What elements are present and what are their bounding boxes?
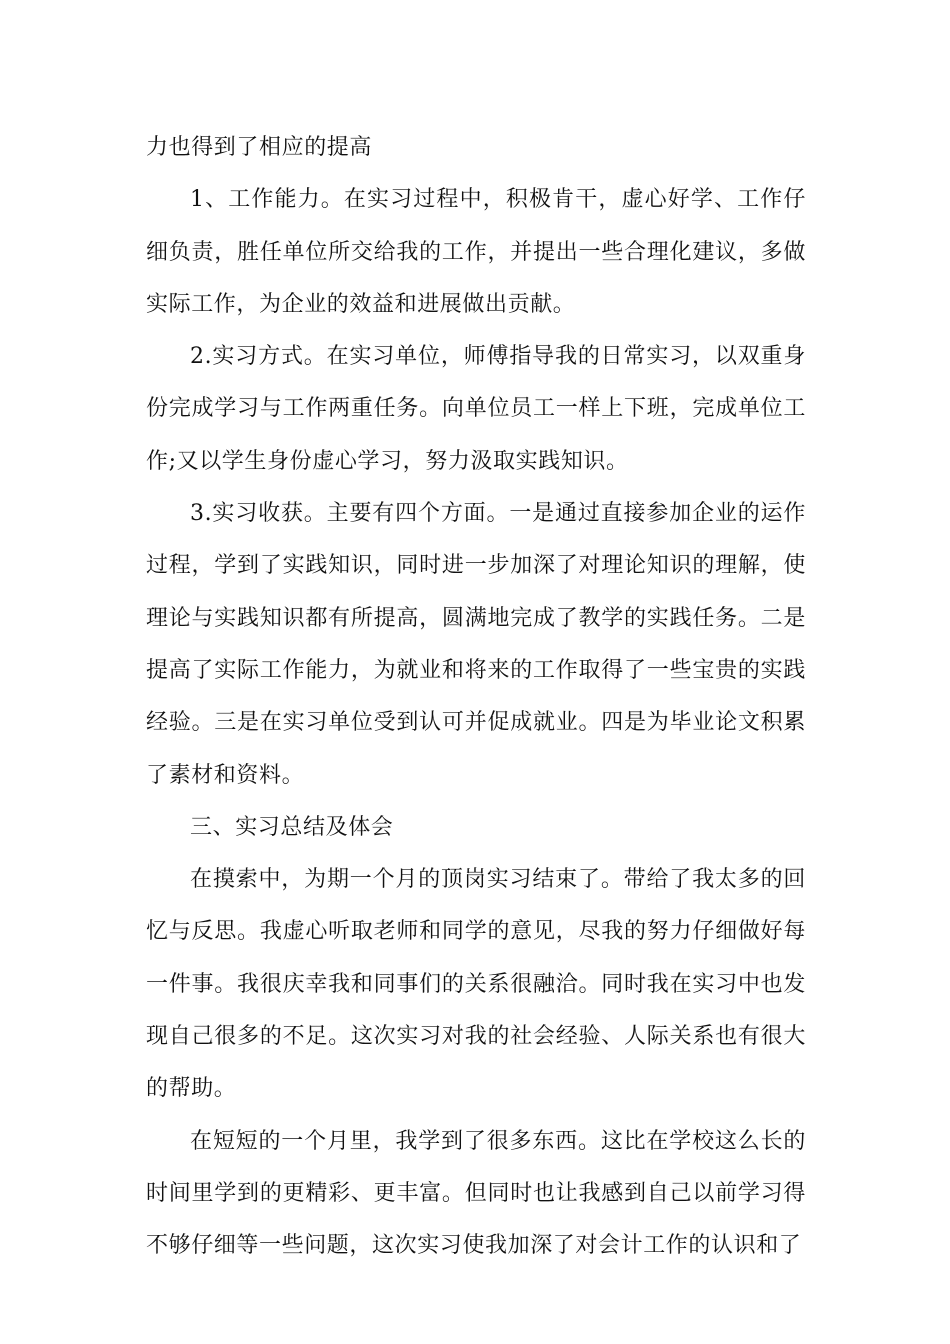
section-heading-summary: 三、实习总结及体会: [190, 814, 394, 840]
paragraph-continuation: 力也得到了相应的提高: [146, 135, 373, 160]
paragraph-reflection: 在摸索中，为期一个月的顶岗实习结束了。带给了我太多的回忆与反思。我虚心听取老师和同学的意见，尽我的努力仔细做好每一件事。我很庆幸我和同事们的关系很融洽。同时我在实习中也发现自己很多的不足。这次实习对我的社会经验、人际关系也有很大的帮助。: [146, 867, 806, 1102]
paragraph-internship-method: 2.实习方式。在实习单位，师傅指导我的日常实习，以双重身份完成学习与工作两重任务。向单位员工一样上下班，完成单位工作;又以学生身份虚心学习，努力汲取实践知识。: [146, 344, 806, 474]
paragraph-work-ability: 1、工作能力。在实习过程中，积极肯干，虚心好学、工作仔细负责，胜任单位所交给我的工作，并提出一些合理化建议，多做实际工作，为企业的效益和进展做出贡献。: [146, 187, 806, 317]
paragraph-learning: 在短短的一个月里，我学到了很多东西。这比在学校这么长的时间里学到的更精彩、更丰富。但同时也让我感到自己以前学习得不够仔细等一些问题，这次实习使我加深了对会计工作的认识和了: [146, 1128, 806, 1259]
document-body: [146, 122, 806, 1273]
paragraph-internship-gains: 3.实习收获。主要有四个方面。一是通过直接参加企业的运作过程，学到了实践知识，同时进一步加深了对理论知识的理解，使理论与实践知识都有所提高，圆满地完成了教学的实践任务。二是提高了实际工作能力，为就业和将来的工作取得了一些宝贵的实践经验。三是在实习单位受到认可并促成就业。四是为毕业论文积累了素材和资料。: [146, 501, 806, 788]
